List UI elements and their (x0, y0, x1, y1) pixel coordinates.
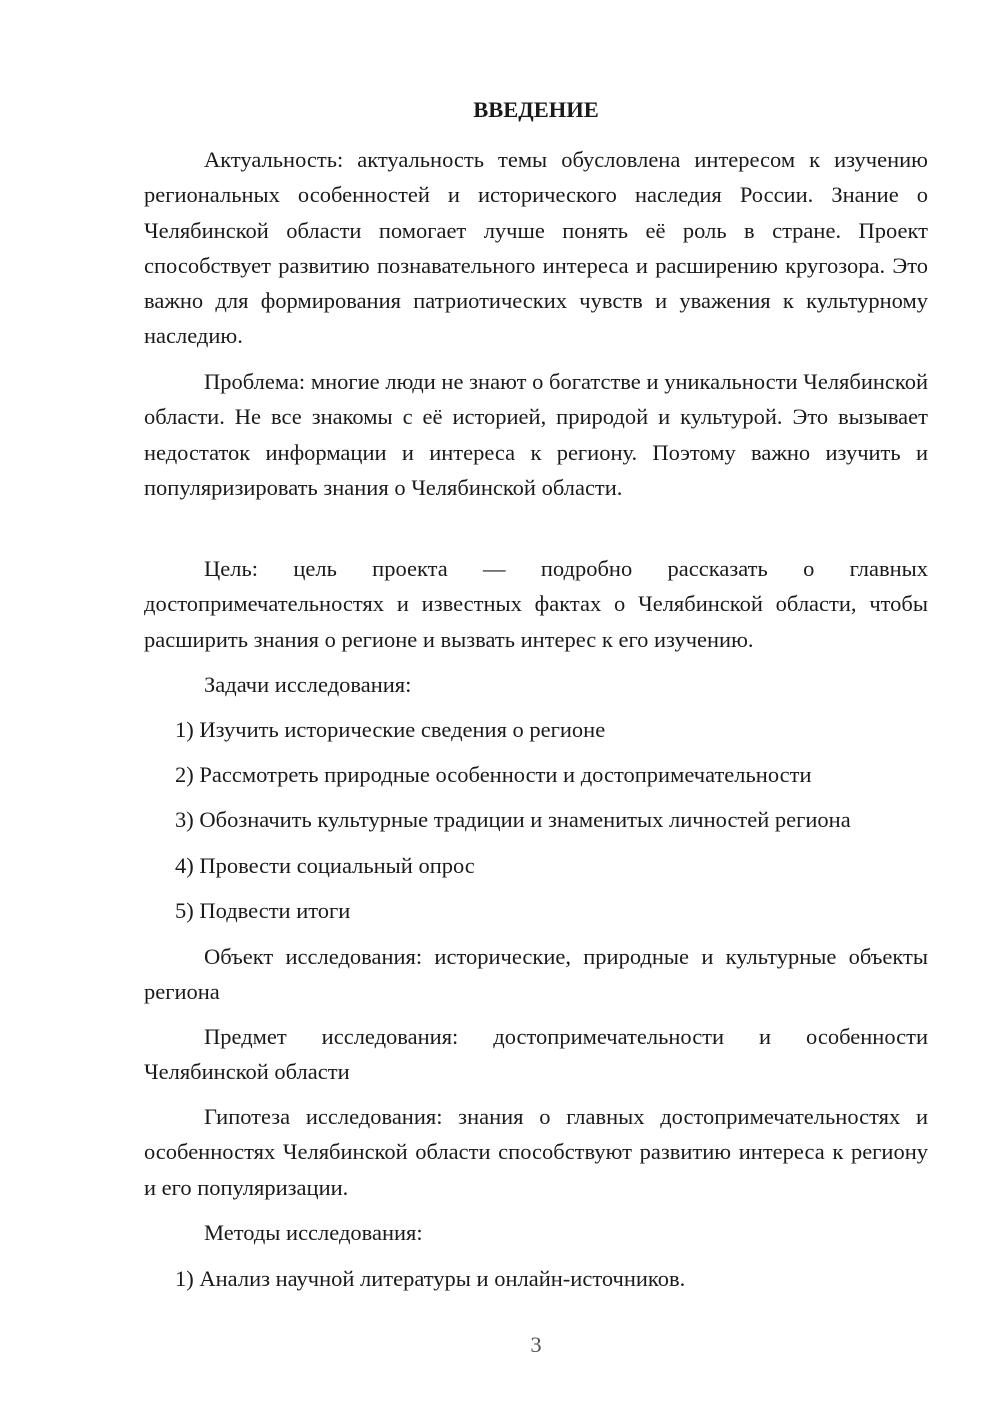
subject-paragraph: Предмет исследования: достопримечательности и особенности Челябинской области (144, 1024, 928, 1085)
tasks-heading: Задачи исследования: (204, 672, 412, 697)
task-item: 3) Обозначить культурные традиции и знаменитых личностей региона (175, 807, 851, 832)
task-item: 5) Подвести итоги (175, 898, 351, 923)
methods-heading: Методы исследования: (204, 1220, 423, 1245)
relevance-paragraph: Актуальность: актуальность темы обусловлена интересом к изучению региональных особенностей и исторического наследия России. Знание о Челябинской области помогает лучше понять её роль в стране. Проект способствует развитию познавательного интереса и расширению кругозора. Это важно для формирования патриотических чувств и уважения к культурному наследию. (144, 147, 928, 349)
task-item: 2) Рассмотреть природные особенности и достопримечательности (175, 762, 812, 787)
hypothesis-paragraph: Гипотеза исследования: знания о главных достопримечательностях и особенностях Челябинской области способствуют развитию интереса к региону и его популяризации. (144, 1104, 928, 1200)
method-item: 1) Анализ научной литературы и онлайн-источников. (175, 1266, 686, 1291)
object-paragraph: Объект исследования: исторические, природные и культурные объекты региона (144, 944, 928, 1005)
goal-paragraph: Цель: цель проекта — подробно рассказать о главных достопримечательностях и известных фактах о Челябинской области, чтобы расширить знания о регионе и вызвать интерес к его изучению. (144, 556, 928, 652)
problem-paragraph: Проблема: многие люди не знают о богатстве и уникальности Челябинской области. Не все знакомы с её историей, природой и культурой. Это вызывает недостаток информации и интереса к региону. Поэтому важно изучить и популяризировать знания о Челябинской области. (144, 369, 928, 500)
task-item: 1) Изучить исторические сведения о регионе (175, 717, 606, 742)
page-title: ВВЕДЕНИЕ (473, 97, 599, 122)
page-number: 3 (530, 1332, 542, 1357)
task-item: 4) Провести социальный опрос (175, 853, 475, 878)
